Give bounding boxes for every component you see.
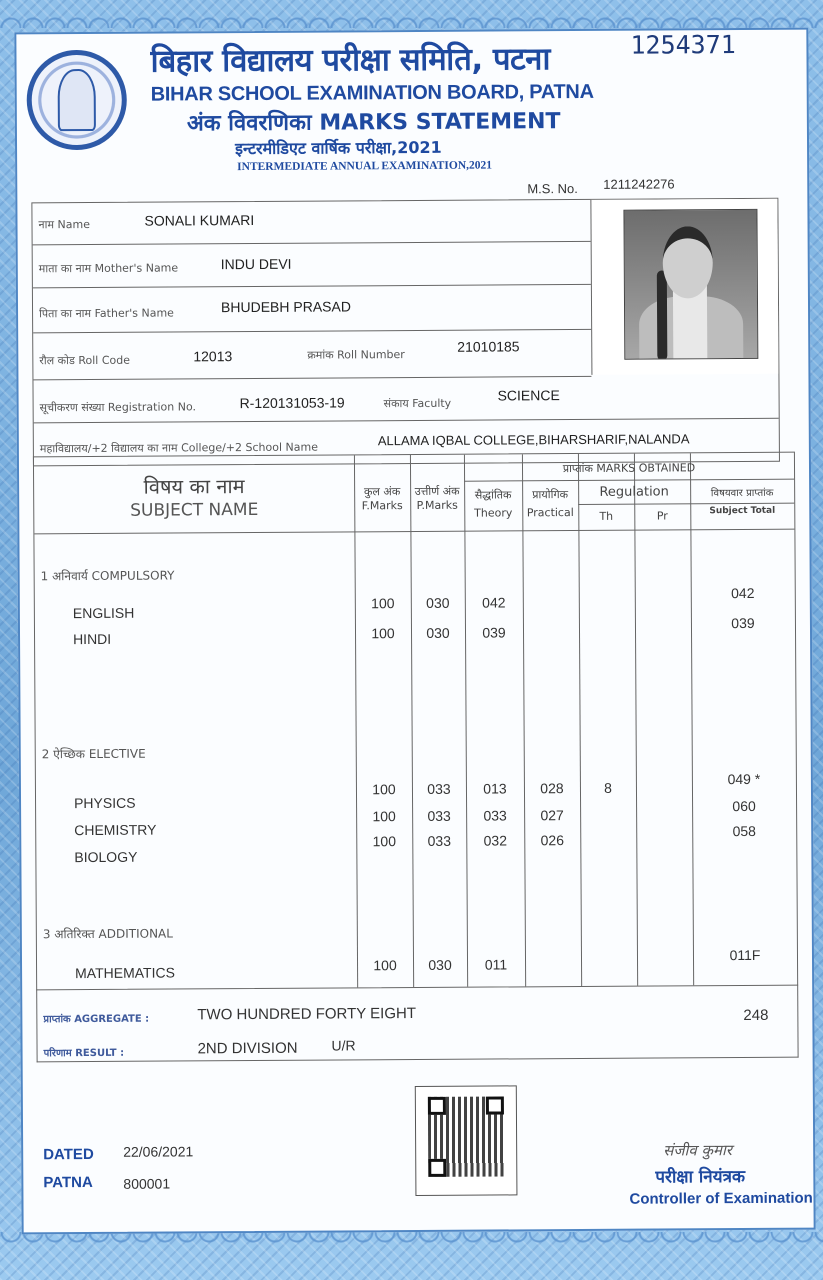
subject-name: ENGLISH xyxy=(72,604,135,622)
cell-reg-th: 8 xyxy=(604,779,612,796)
name-label: नाम Name xyxy=(38,217,91,232)
cell-theory: 042 xyxy=(482,594,506,611)
seal-figure-icon xyxy=(58,69,96,131)
marks-table xyxy=(33,452,798,991)
subject-name: BIOLOGY xyxy=(74,848,138,866)
student-name: SONALI KUMARI xyxy=(144,211,255,229)
cell-fmarks: 100 xyxy=(372,833,397,850)
cell-total: 049 * xyxy=(727,770,761,788)
subject-header-english: SUBJECT NAME xyxy=(130,499,259,521)
registration-label: सूचीकरण संख्या Registration No. xyxy=(39,400,197,415)
cell-practical: 027 xyxy=(540,807,564,824)
cell-total: 058 xyxy=(732,822,756,840)
qr-finder-icon xyxy=(428,1159,446,1177)
decorative-wave-bottom xyxy=(0,1232,823,1254)
roll-code-value: 12013 xyxy=(193,348,233,365)
subject-total-header-english: Subject Total xyxy=(709,505,776,517)
cell-theory: 039 xyxy=(482,624,506,641)
college-label: महाविद्यालय/+2 विद्यालय का नाम College/+2 School Name xyxy=(39,440,319,456)
subject-name: HINDI xyxy=(72,630,112,648)
cell-theory: 011 xyxy=(484,956,508,973)
ms-no-value: 1211242276 xyxy=(603,176,675,192)
regulation-th-header: Th xyxy=(599,509,614,523)
regulation-pr-header: Pr xyxy=(656,509,668,523)
roll-row xyxy=(33,330,591,380)
fmarks-header-hindi: कुल अंक xyxy=(363,485,401,499)
serial-number: 1254371 xyxy=(630,30,736,60)
exam-name-hindi: इन्टरमीडिएट वार्षिक परीक्षा,2021 xyxy=(234,137,442,159)
practical-header-english: Practical xyxy=(526,506,574,520)
roll-number-value: 21010185 xyxy=(457,338,520,355)
cell-practical: 026 xyxy=(540,832,565,849)
photo-cell xyxy=(590,199,778,375)
mother-row xyxy=(33,242,591,288)
controller-title-english: Controller of Examination xyxy=(629,1189,813,1208)
theory-header-english: Theory xyxy=(474,506,513,520)
aggregate-label: प्राप्तांक AGGREGATE : xyxy=(43,1013,150,1026)
aggregate-words: TWO HUNDRED FORTY EIGHT xyxy=(197,1005,417,1024)
faculty-label: संकाय Faculty xyxy=(383,396,452,411)
theory-header-hindi: सैद्धांतिक xyxy=(474,488,512,502)
regulation-header: Regulation xyxy=(599,484,669,500)
cell-total: 060 xyxy=(732,797,756,815)
pmarks-header-hindi: उत्तीर्ण अंक xyxy=(414,484,460,498)
exam-name-english: INTERMEDIATE ANNUAL EXAMINATION,2021 xyxy=(237,159,493,174)
document-title: अंक विवरणिका MARKS STATEMENT xyxy=(186,109,561,137)
subject-total-header-hindi: विषयवार प्राप्तांक xyxy=(710,487,774,500)
registration-row xyxy=(33,376,778,424)
cell-theory: 033 xyxy=(483,807,507,824)
board-name-english: BIHAR SCHOOL EXAMINATION BOARD, PATNA xyxy=(150,80,594,106)
cell-pmarks: 030 xyxy=(426,594,450,611)
section-label: 3 अतिरिक्त ADDITIONAL xyxy=(42,926,173,942)
result-value: 2ND DIVISION xyxy=(197,1039,298,1058)
father-label: पिता का नाम Father's Name xyxy=(39,306,174,321)
subject-header-hindi: विषय का नाम xyxy=(143,474,245,499)
result-label: परिणाम RESULT : xyxy=(43,1047,125,1060)
dated-label: DATED xyxy=(43,1145,94,1164)
result-note: U/R xyxy=(331,1037,356,1054)
cell-fmarks: 100 xyxy=(373,957,397,974)
section-label: 1 अनिवार्य COMPULSORY xyxy=(40,568,175,584)
cell-theory: 013 xyxy=(483,780,507,797)
faculty-value: SCIENCE xyxy=(497,387,560,404)
subject-name: CHEMISTRY xyxy=(74,821,157,839)
cell-pmarks: 030 xyxy=(426,624,450,641)
qr-finder-icon xyxy=(486,1096,504,1114)
roll-code-label: रौल कोड Roll Code xyxy=(39,353,131,368)
controller-title-hindi: परीक्षा नियंत्रक xyxy=(655,1166,746,1188)
summary-block xyxy=(36,985,798,1063)
controller-signature: संजीव कुमार xyxy=(663,1141,733,1160)
cell-pmarks: 033 xyxy=(427,807,451,824)
cell-fmarks: 100 xyxy=(372,781,396,798)
cell-pmarks: 033 xyxy=(427,832,452,849)
cell-practical: 028 xyxy=(540,780,564,797)
cell-fmarks: 100 xyxy=(372,808,396,825)
mother-name: INDU DEVI xyxy=(220,255,292,273)
subject-name: PHYSICS xyxy=(73,794,136,812)
cell-total: 039 xyxy=(731,614,755,632)
bseb-seal-icon xyxy=(26,50,127,151)
pmarks-header-english: P.Marks xyxy=(416,498,458,512)
qr-finder-icon xyxy=(428,1097,446,1115)
issue-date: 22/06/2021 xyxy=(123,1143,194,1160)
cell-fmarks: 100 xyxy=(371,625,395,642)
decorative-wave-top xyxy=(0,6,823,28)
college-value: ALLAMA IQBAL COLLEGE,BIHARSHARIF,NALANDA xyxy=(377,431,690,449)
section-label: 2 ऐच्छिक ELECTIVE xyxy=(41,746,146,762)
roll-number-label: क्रमांक Roll Number xyxy=(307,348,405,362)
marks-statement-document xyxy=(14,28,815,1235)
father-name: BHUDEBH PRASAD xyxy=(220,298,351,316)
fmarks-header-english: F.Marks xyxy=(361,499,403,513)
cell-theory: 032 xyxy=(483,832,508,849)
mother-label: माता का नाम Mother's Name xyxy=(38,261,179,276)
cell-fmarks: 100 xyxy=(371,595,395,612)
father-row xyxy=(33,285,591,333)
practical-header-hindi: प्रायोगिक xyxy=(532,488,569,502)
board-name-hindi: बिहार विद्यालय परीक्षा समिति, पटना xyxy=(150,41,551,80)
cell-total: 011F xyxy=(729,946,761,964)
subject-name: MATHEMATICS xyxy=(75,964,175,982)
cell-total: 042 xyxy=(731,584,755,602)
student-info-block xyxy=(31,198,780,467)
cell-pmarks: 033 xyxy=(427,780,451,797)
registration-value: R-120131053-19 xyxy=(239,394,345,412)
place-label: PATNA xyxy=(43,1173,93,1192)
ms-no-label: M.S. No. xyxy=(527,180,578,197)
pincode: 800001 xyxy=(123,1175,171,1192)
marks-obtained-header: प्राप्तांक MARKS OBTAINED xyxy=(562,461,696,476)
qr-code[interactable] xyxy=(415,1085,518,1196)
cell-pmarks: 030 xyxy=(428,956,452,973)
student-photo xyxy=(623,209,758,360)
name-row xyxy=(32,200,590,245)
aggregate-value: 248 xyxy=(743,1006,769,1025)
